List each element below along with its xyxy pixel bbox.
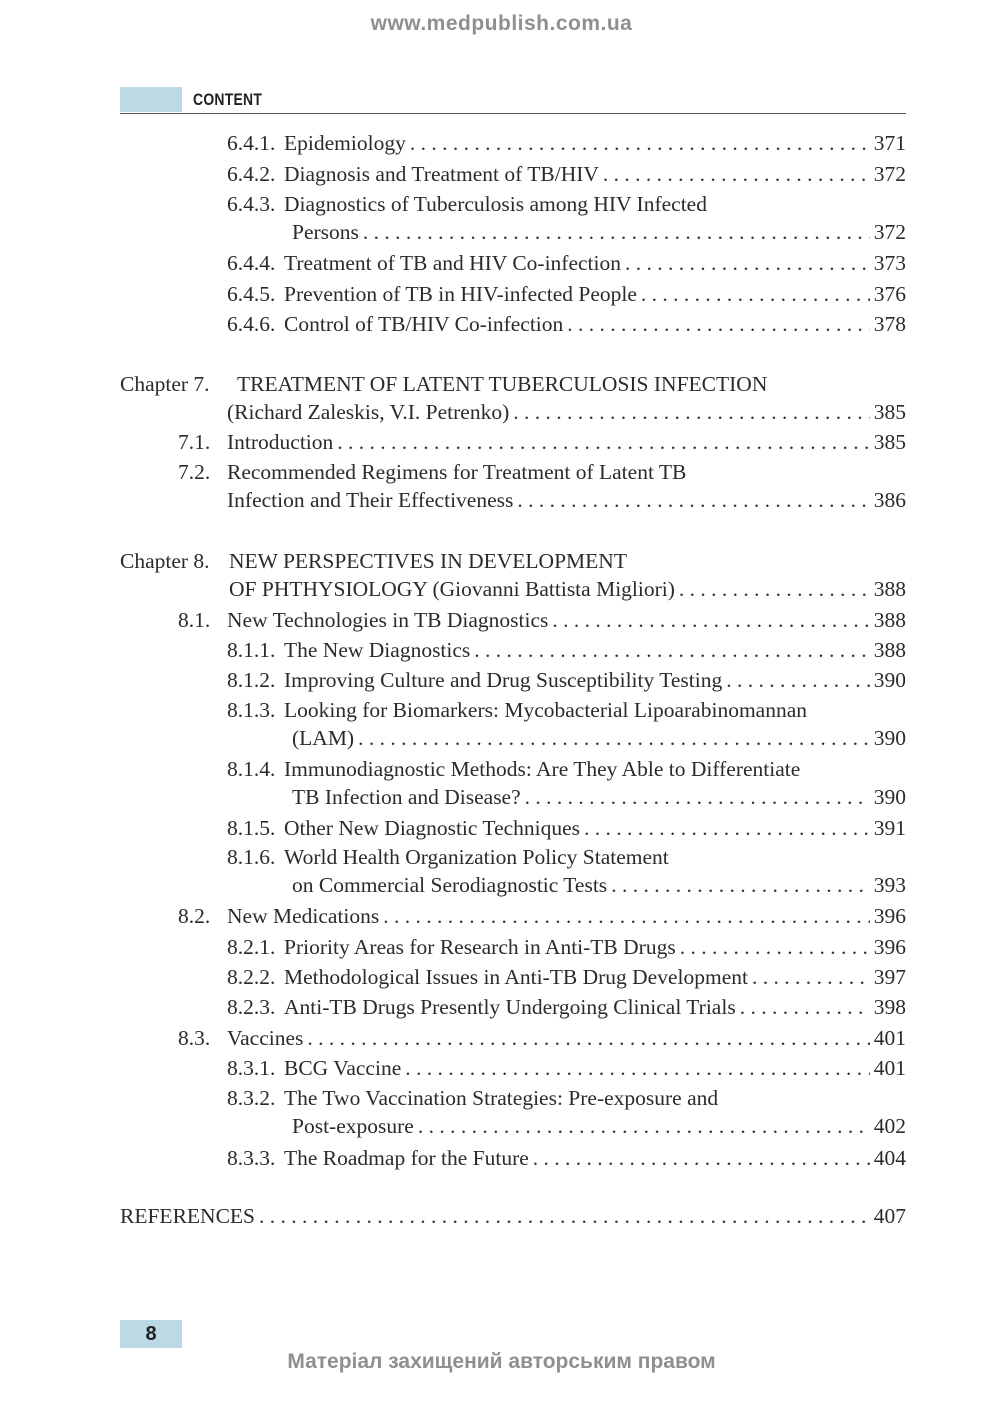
- toc-entry-number: 8.2.: [178, 904, 211, 928]
- toc-page-number: 402: [873, 1114, 906, 1138]
- toc-entry-number: 7.1.: [178, 430, 211, 454]
- toc-entry-title: Recommended Regimens for Treatment of Latent TB: [227, 460, 687, 484]
- dot-leader: [679, 574, 870, 604]
- dot-leader: [358, 723, 870, 753]
- toc-entry-title: Diagnostics of Tuberculosis among HIV Infected: [284, 192, 707, 216]
- toc-entry-title: The Roadmap for the Future: [284, 1146, 529, 1170]
- dot-leader: [641, 279, 870, 309]
- toc-entry-number: 8.1.2.: [227, 668, 276, 692]
- toc-entry-number: 6.4.3.: [227, 192, 276, 216]
- toc-page-number: 396: [873, 904, 906, 928]
- toc-entry-title: Epidemiology: [284, 131, 406, 155]
- toc-entry-title: BCG Vaccine: [284, 1056, 402, 1080]
- toc-page-number: 385: [873, 400, 906, 424]
- toc-entry-title: Treatment of TB and HIV Co-infection: [284, 251, 621, 275]
- toc-entry-title: Persons: [292, 220, 359, 244]
- dot-leader: [474, 635, 869, 665]
- toc-entry-title: The Two Vaccination Strategies: Pre-exposure and: [284, 1086, 719, 1110]
- toc-entry-title: TREATMENT OF LATENT TUBERCULOSIS INFECTION: [237, 372, 768, 396]
- dot-leader: [383, 901, 869, 931]
- toc-entry-number: 6.4.2.: [227, 162, 276, 186]
- toc-entry-number: 6.4.1.: [227, 131, 276, 155]
- toc-entry-title: Other New Diagnostic Techniques: [284, 816, 581, 840]
- toc-page-number: 393: [873, 873, 906, 897]
- toc-entry-title: REFERENCES: [120, 1204, 255, 1228]
- toc-page-number: 372: [873, 162, 906, 186]
- toc-page-number: 401: [873, 1056, 906, 1080]
- toc-page-number: 391: [873, 816, 906, 840]
- toc-entry-title: Vaccines: [227, 1026, 304, 1050]
- toc-entry-number: 8.1.4.: [227, 757, 276, 781]
- toc-page-number: 372: [873, 220, 906, 244]
- dot-leader: [525, 782, 870, 812]
- toc-page-number: 386: [873, 488, 906, 512]
- dot-leader: [752, 962, 870, 992]
- copyright-watermark: Матеріал захищений авторським правом: [287, 1350, 716, 1373]
- toc-entry-title: Priority Areas for Research in Anti-TB Drugs: [284, 935, 676, 959]
- toc-entry-title: Introduction: [227, 430, 334, 454]
- toc-page-number: 396: [873, 935, 906, 959]
- toc-page-number: 371: [873, 131, 906, 155]
- toc-page-number: 390: [873, 785, 906, 809]
- toc-entry-title: (LAM): [292, 726, 355, 750]
- toc-entry-number: 8.1.: [178, 608, 211, 632]
- page-number: 8: [120, 1320, 182, 1348]
- toc-entry-title: NEW PERSPECTIVES IN DEVELOPMENT: [229, 549, 627, 573]
- dot-leader: [567, 309, 869, 339]
- toc-entry-title: Immunodiagnostic Methods: Are They Able to Differentiate: [284, 757, 801, 781]
- toc-entry-number: 8.2.1.: [227, 935, 276, 959]
- toc-entry-number: 8.3.2.: [227, 1086, 276, 1110]
- toc-entry-title: New Medications: [227, 904, 380, 928]
- toc-entry-title: World Health Organization Policy Statement: [284, 845, 669, 869]
- toc-entry-number: 6.4.5.: [227, 282, 276, 306]
- toc-page-number: 397: [873, 965, 906, 989]
- toc-entry-title: (Richard Zaleskis, V.I. Petrenko): [227, 400, 510, 424]
- toc-entry-title: The New Diagnostics: [284, 638, 471, 662]
- toc-entry-title: Methodological Issues in Anti-TB Drug Development: [284, 965, 748, 989]
- header-title: CONTENT: [193, 90, 263, 109]
- dot-leader: [405, 1053, 870, 1083]
- toc-page-number: 390: [873, 726, 906, 750]
- toc-entry-number: Chapter 8.: [120, 549, 210, 573]
- toc-entry-title: New Technologies in TB Diagnostics: [227, 608, 549, 632]
- dot-leader: [740, 992, 870, 1022]
- toc-page-number: 401: [873, 1026, 906, 1050]
- dot-leader: [611, 870, 870, 900]
- toc-page-number: 407: [873, 1204, 906, 1228]
- toc-entry-title: Anti-TB Drugs Presently Undergoing Clinical Trials: [284, 995, 736, 1019]
- dot-leader: [259, 1201, 870, 1231]
- dot-leader: [584, 813, 870, 843]
- dot-leader: [513, 397, 870, 427]
- toc-entry-number: 8.2.2.: [227, 965, 276, 989]
- toc-entry-title: on Commercial Serodiagnostic Tests: [292, 873, 608, 897]
- toc-entry-title: Improving Culture and Drug Susceptibility Testing: [284, 668, 723, 692]
- toc-entry-title: Post-exposure: [292, 1114, 414, 1138]
- toc-entry-title: Infection and Their Effectiveness: [227, 488, 514, 512]
- toc-page-number: 376: [873, 282, 906, 306]
- toc-page-number: 388: [873, 608, 906, 632]
- dot-leader: [552, 605, 869, 635]
- toc-entry-number: 8.2.3.: [227, 995, 276, 1019]
- toc-page-number: 378: [873, 312, 906, 336]
- dot-leader: [726, 665, 870, 695]
- toc-page-number: 398: [873, 995, 906, 1019]
- toc-entry-number: 8.1.5.: [227, 816, 276, 840]
- dot-leader: [418, 1111, 870, 1141]
- dot-leader: [680, 932, 870, 962]
- toc-entry-number: 8.1.1.: [227, 638, 276, 662]
- site-watermark: www.medpublish.com.ua: [370, 12, 633, 35]
- toc-entry-title: Control of TB/HIV Co-infection: [284, 312, 564, 336]
- toc-entry-number: Chapter 7.: [120, 372, 210, 396]
- toc-entry-number: 8.3.: [178, 1026, 211, 1050]
- toc-entry-number: 7.2.: [178, 460, 211, 484]
- toc-entry-number: 6.4.6.: [227, 312, 276, 336]
- dot-leader: [363, 217, 870, 247]
- toc-entry-number: 8.3.1.: [227, 1056, 276, 1080]
- dot-leader: [337, 427, 869, 457]
- toc-entry-number: 6.4.4.: [227, 251, 276, 275]
- header-accent-bar: [120, 87, 182, 112]
- toc-entry-title: Looking for Biomarkers: Mycobacterial Lipoarabinomannan: [284, 698, 808, 722]
- toc-entry-title: TB Infection and Disease?: [292, 785, 521, 809]
- toc-entry-title: Prevention of TB in HIV-infected People: [284, 282, 637, 306]
- dot-leader: [603, 159, 870, 189]
- toc-page-number: 385: [873, 430, 906, 454]
- dot-leader: [410, 128, 870, 158]
- dot-leader: [533, 1143, 870, 1173]
- toc-entry-title: OF PHTHYSIOLOGY (Giovanni Battista Migliori): [229, 577, 675, 601]
- toc-entry-number: 8.1.6.: [227, 845, 276, 869]
- toc-page-number: 388: [873, 638, 906, 662]
- dot-leader: [517, 485, 869, 515]
- toc-entry-title: Diagnosis and Treatment of TB/HIV: [284, 162, 599, 186]
- toc-page-number: 404: [873, 1146, 906, 1170]
- toc-entry-number: 8.1.3.: [227, 698, 276, 722]
- toc-page-number: 390: [873, 668, 906, 692]
- running-header: [120, 87, 906, 114]
- toc-page-number: 373: [873, 251, 906, 275]
- dot-leader: [307, 1023, 869, 1053]
- toc-entry-number: 8.3.3.: [227, 1146, 276, 1170]
- dot-leader: [625, 248, 870, 278]
- toc-page-number: 388: [873, 577, 906, 601]
